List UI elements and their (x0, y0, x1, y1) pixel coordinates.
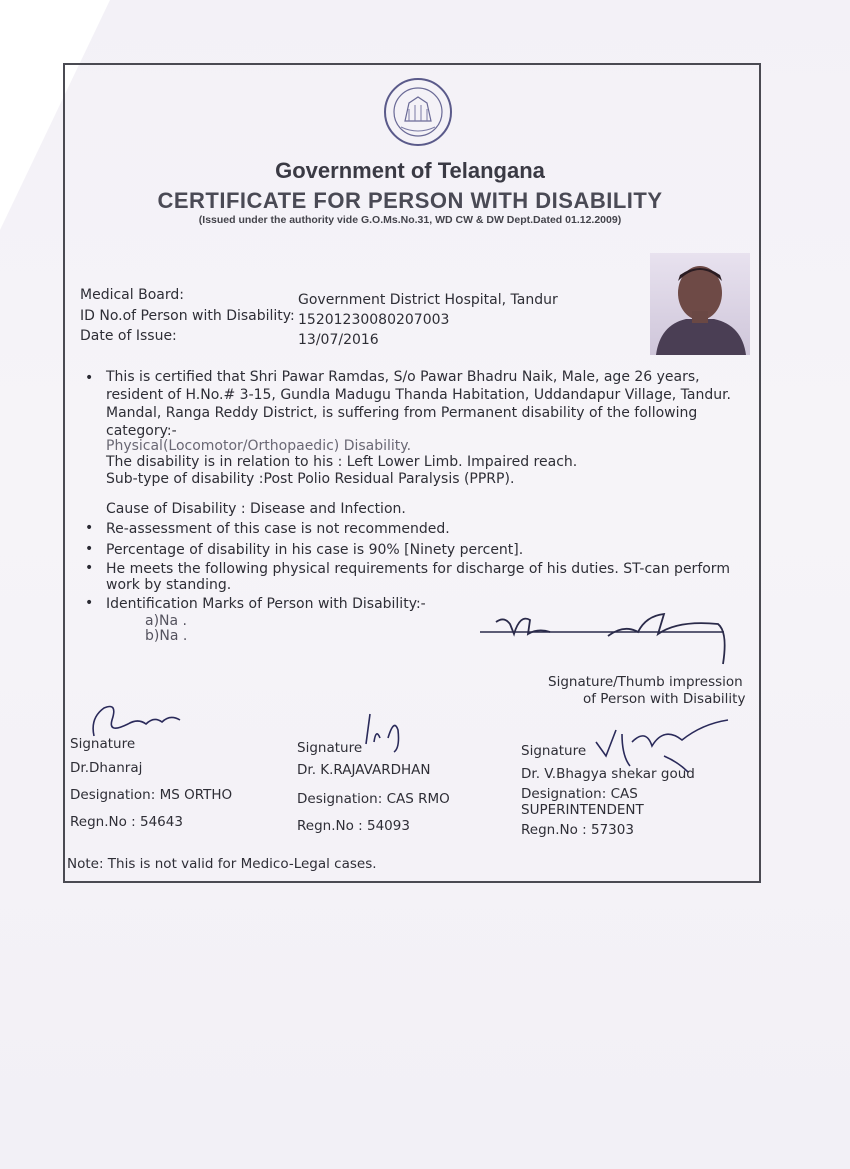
doctor-designation: Designation: CAS RMO (297, 791, 450, 807)
issued-under-text: (Issued under the authority vide G.O.Ms.No.31, WD CW & DW Dept.Dated 01.12.2009) (198, 214, 622, 226)
disability-relation: The disability is in relation to his : Left Lower Limb. Impaired reach. (106, 454, 578, 470)
certification-line-3: Mandal, Ranga Reddy District, is suffering from Permanent disability of the following (106, 405, 698, 421)
requirements-line-1: He meets the following physical requirements for discharge of his duties. ST-can perform (106, 561, 730, 577)
doctor-name: Dr. V.Bhagya shekar goud (521, 766, 695, 782)
percentage-text: Percentage of disability in his case is 90% [Ninety percent]. (106, 542, 524, 558)
doctor-regn: Regn.No : 54093 (297, 818, 410, 834)
medical-board-value: Government District Hospital, Tandur (298, 292, 558, 308)
cause-of-disability: Cause of Disability : Disease and Infection. (106, 501, 406, 517)
person-signature-label-2: of Person with Disability (583, 691, 746, 707)
doctor-name: Dr. K.RAJAVARDHAN (297, 762, 431, 778)
doctor-designation-line-2: SUPERINTENDENT (521, 802, 644, 818)
disability-subtype: Sub-type of disability :Post Polio Residual Paralysis (PPRP). (106, 471, 515, 487)
note-text: Note: This is not valid for Medico-Legal cases. (67, 856, 377, 872)
certificate-title: CERTIFICATE FOR PERSON WITH DISABILITY (157, 188, 663, 213)
bullet-dot: • (85, 370, 94, 386)
government-seal-icon (383, 77, 453, 147)
signature-label: Signature (297, 740, 363, 756)
doctor-name: Dr.Dhanraj (70, 760, 143, 776)
government-heading: Government of Telangana (275, 158, 545, 183)
person-signature-icon (478, 610, 740, 670)
bullet-dot: • (85, 541, 94, 557)
date-value: 13/07/2016 (298, 332, 379, 348)
person-signature-label-1: Signature/Thumb impression (548, 674, 743, 690)
doctor-designation: Designation: MS ORTHO (70, 787, 233, 803)
bullet-dot: • (85, 560, 94, 576)
medical-board-label: Medical Board: (80, 287, 184, 303)
doctor-regn: Regn.No : 57303 (521, 822, 634, 838)
requirements-line-2: work by standing. (106, 577, 232, 593)
signature-label: Signature (70, 736, 136, 752)
disability-category: Physical(Locomotor/Orthopaedic) Disability. (106, 438, 412, 454)
mark-b: b)Na . (145, 628, 188, 644)
certification-line-2: resident of H.No.# 3-15, Gundla Madugu Thanda Habitation, Uddandapur Village, Tandur. (106, 387, 732, 403)
certification-line-1: This is certified that Shri Pawar Ramdas, S/o Pawar Bhadru Naik, Male, age 26 years, (106, 369, 700, 385)
doctor-2-signature-icon (360, 708, 410, 754)
mark-a: a)Na . (145, 613, 187, 629)
certification-line-4: category:- (106, 423, 177, 439)
date-label: Date of Issue: (80, 328, 177, 344)
bullet-dot: • (85, 520, 94, 536)
identification-text: Identification Marks of Person with Disability:- (106, 596, 426, 612)
applicant-photo (650, 253, 750, 355)
id-value: 15201230080207003 (298, 312, 450, 328)
signature-label: Signature (521, 743, 587, 759)
doctor-designation-line-1: Designation: CAS (521, 786, 638, 802)
bullet-dot: • (85, 595, 94, 611)
reassessment-text: Re-assessment of this case is not recommended. (106, 521, 450, 537)
id-label: ID No.of Person with Disability: (80, 308, 295, 324)
doctor-regn: Regn.No : 54643 (70, 814, 183, 830)
